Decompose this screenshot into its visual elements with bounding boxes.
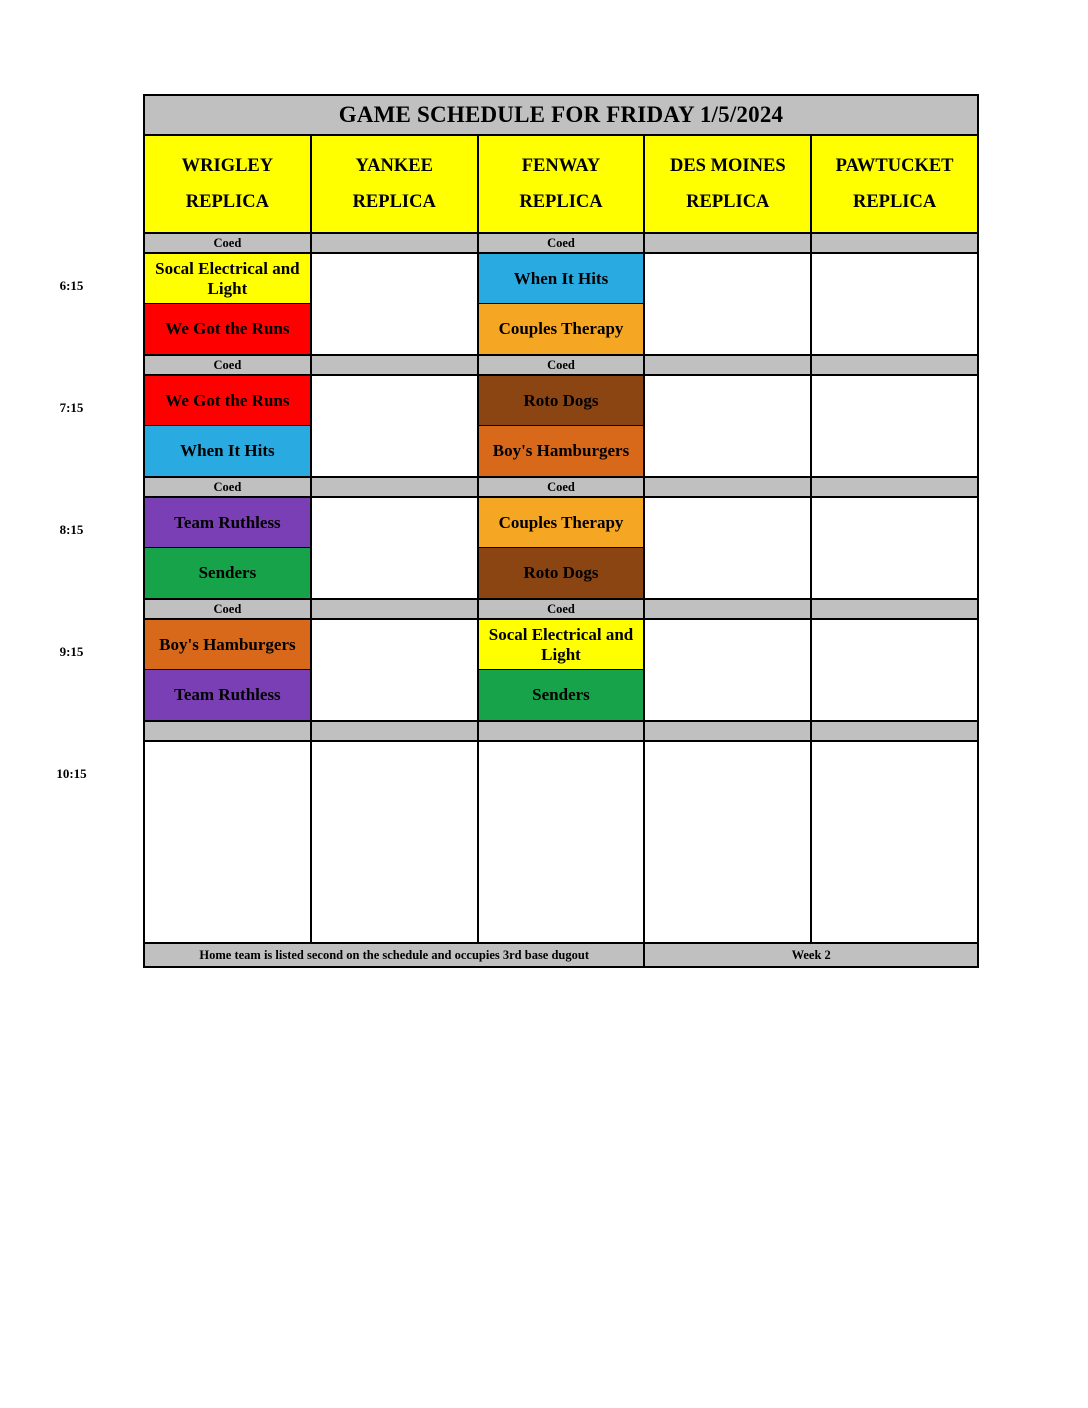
division-empty (311, 721, 478, 741)
schedule-title: GAME SCHEDULE FOR FRIDAY 1/5/2024 (144, 95, 978, 135)
empty-game-cell[interactable] (811, 375, 978, 477)
empty-game-cell[interactable] (311, 497, 478, 599)
away-team: Team Ruthless (145, 498, 310, 548)
game-cell[interactable] (144, 497, 311, 599)
field-header-5 (811, 135, 978, 233)
empty-game-cell[interactable] (811, 497, 978, 599)
schedule-page (143, 94, 979, 968)
home-team: We Got the Runs (145, 304, 310, 354)
division-empty (311, 233, 478, 253)
time-slot-row (144, 253, 978, 355)
empty-game-cell[interactable] (644, 497, 811, 599)
field-name: DES MOINES (669, 155, 786, 176)
game-cell[interactable] (144, 253, 311, 355)
away-team: When It Hits (479, 254, 644, 304)
time-label-5: 10:15 (56, 766, 87, 781)
division-label: Coed (144, 477, 311, 497)
matchup (479, 620, 644, 720)
field-sub: REPLICA (185, 192, 270, 212)
field-header-4 (644, 135, 811, 233)
division-empty (644, 477, 811, 497)
empty-game-cell[interactable] (311, 741, 478, 943)
division-row (144, 721, 978, 741)
home-team: Boy's Hamburgers (479, 426, 644, 476)
away-team: Socal Electrical and Light (145, 254, 310, 304)
field-name: FENWAY (521, 155, 601, 176)
division-empty (811, 721, 978, 741)
footer-note: Home team is listed second on the schedule and occupies 3rd base dugout (144, 943, 644, 967)
empty-game-cell[interactable] (811, 619, 978, 721)
division-empty (644, 233, 811, 253)
field-name: PAWTUCKET (835, 155, 954, 176)
time-label-2: 7:15 (59, 400, 84, 415)
footer-row (144, 943, 978, 967)
division-label: Coed (478, 599, 645, 619)
empty-game-cell[interactable] (644, 741, 811, 943)
division-empty (811, 355, 978, 375)
time-label-3: 8:15 (59, 522, 84, 537)
matchup (145, 376, 310, 476)
matchup (479, 376, 644, 476)
empty-game-cell[interactable] (478, 741, 645, 943)
division-empty (644, 599, 811, 619)
away-team: Boy's Hamburgers (145, 620, 310, 670)
matchup (479, 254, 644, 354)
game-cell[interactable] (478, 375, 645, 477)
field-sub: REPLICA (686, 192, 770, 212)
matchup (145, 620, 310, 720)
field-name: YANKEE (355, 155, 433, 176)
away-team: We Got the Runs (145, 376, 310, 426)
division-row (144, 599, 978, 619)
empty-game-cell[interactable] (311, 375, 478, 477)
field-header-2 (311, 135, 478, 233)
home-team: Senders (479, 670, 644, 720)
home-team: Team Ruthless (145, 670, 310, 720)
time-slot-row (144, 497, 978, 599)
division-empty (644, 721, 811, 741)
division-empty (811, 233, 978, 253)
empty-game-cell[interactable] (811, 741, 978, 943)
field-sub: REPLICA (519, 192, 603, 212)
division-empty (144, 721, 311, 741)
division-label: Coed (144, 599, 311, 619)
division-empty (811, 599, 978, 619)
division-label: Coed (144, 233, 311, 253)
game-cell[interactable] (144, 375, 311, 477)
empty-game-cell[interactable] (144, 741, 311, 943)
division-row (144, 233, 978, 253)
empty-game-cell[interactable] (311, 619, 478, 721)
division-empty (478, 721, 645, 741)
empty-game-cell[interactable] (311, 253, 478, 355)
division-label: Coed (478, 477, 645, 497)
empty-game-cell[interactable] (644, 619, 811, 721)
matchup (145, 498, 310, 598)
time-slot-row (144, 619, 978, 721)
home-team: When It Hits (145, 426, 310, 476)
division-label: Coed (478, 233, 645, 253)
time-slot-row (144, 375, 978, 477)
footer-week: Week 2 (644, 943, 978, 967)
away-team: Couples Therapy (479, 498, 644, 548)
empty-game-cell[interactable] (644, 253, 811, 355)
home-team: Senders (145, 548, 310, 598)
away-team: Roto Dogs (479, 376, 644, 426)
matchup (479, 498, 644, 598)
field-header-1 (144, 135, 311, 233)
field-name: WRIGLEY (181, 155, 274, 176)
game-cell[interactable] (478, 497, 645, 599)
empty-game-cell[interactable] (644, 375, 811, 477)
game-cell[interactable] (144, 619, 311, 721)
division-empty (311, 599, 478, 619)
division-empty (311, 355, 478, 375)
game-cell[interactable] (478, 619, 645, 721)
field-sub: REPLICA (352, 192, 436, 212)
field-sub: REPLICA (852, 192, 937, 212)
away-team: Socal Electrical and Light (479, 620, 644, 670)
time-label-1: 6:15 (59, 278, 84, 293)
matchup (145, 254, 310, 354)
game-cell[interactable] (478, 253, 645, 355)
division-row (144, 355, 978, 375)
division-empty (811, 477, 978, 497)
division-empty (644, 355, 811, 375)
division-empty (311, 477, 478, 497)
time-label-4: 9:15 (59, 644, 84, 659)
home-team: Roto Dogs (479, 548, 644, 598)
division-label: Coed (478, 355, 645, 375)
schedule-table (143, 94, 979, 968)
home-team: Couples Therapy (479, 304, 644, 354)
division-label: Coed (144, 355, 311, 375)
division-row (144, 477, 978, 497)
time-slot-row (144, 741, 978, 943)
empty-game-cell[interactable] (811, 253, 978, 355)
field-header-3 (478, 135, 645, 233)
